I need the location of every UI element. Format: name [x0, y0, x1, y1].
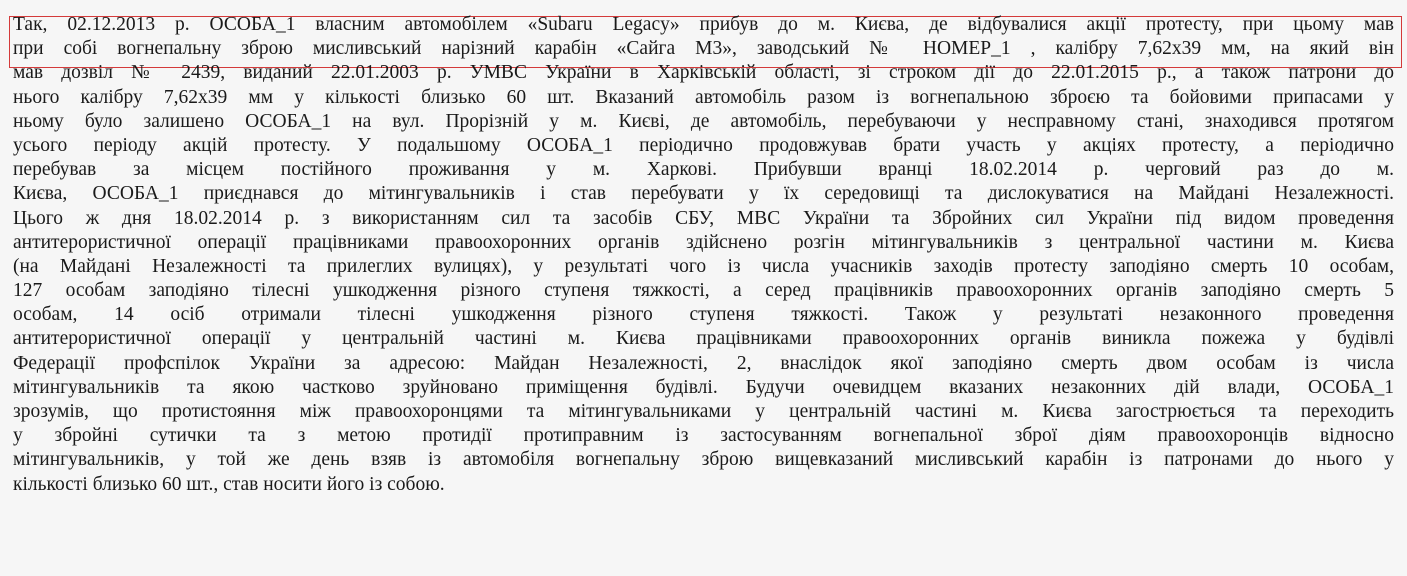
text-line-2: при собі вогнепальну зброю мисливський нарізний карабін «Сайга М3», заводський № НОМЕР_1 , калібру 7,62х39 мм, на який він: [13, 38, 1394, 60]
text-line-13: особам, 14 осіб отримали тілесні ушкодження різного ступеня тяжкості. Також у результаті незаконного проведення: [13, 304, 1394, 326]
text-line-7: перебував за місцем постійного проживання у м. Харкові. Прибувши вранці 18.02.2014 р. черговий раз до м.: [13, 159, 1394, 181]
text-line-19: мітингувальників, у той же день взяв із автомобіля вогнепальну зброю вищевказаний мисливський карабін із патронами до нього у: [13, 449, 1394, 471]
text-line-10: антитерористичної операції працівниками правоохоронних органів здійснено розгін мітингувальників з центральної частини м. Києва: [13, 231, 1394, 253]
text-line-17: зрозумів, що протистояння між правоохоронцями та мітингувальниками у центральній частині м. Києва загострюється та переходить: [13, 401, 1394, 422]
text-line-14: антитерористичної операції у центральній частині м. Києва працівниками правоохоронних органів виникла пожежа у будівлі: [13, 328, 1394, 350]
text-line-11: (на Майдані Незалежності та прилеглих вулицях), у результаті чого із числа учасників заходів протесту заподіяно смерть 10 особам,: [13, 255, 1394, 277]
text-line-18: у збройні сутички та з метою протидії протиправним із застосуванням вогнепальної зброї діям правоохоронців відносно: [13, 425, 1394, 447]
text-line-15: Федерації профспілок України за адресою: Майдан Незалежності, 2, внаслідок якої заподіяно смерть двом особам із числа: [13, 352, 1394, 374]
text-line-20: кількості близько 60 шт., став носити його із собою.: [13, 473, 445, 495]
text-line-4: нього калібру 7,62х39 мм у кількості близько 60 шт. Вказаний автомобіль разом із вогнепальною зброєю та бойовими припасами у: [13, 86, 1394, 108]
text-line-12: 127 особам заподіяно тілесні ушкодження різного ступеня тяжкості, а серед працівників правоохоронних органів заподіяно смерть 5: [13, 280, 1394, 302]
text-line-1: Так, 02.12.2013 р. ОСОБА_1 власним автомобілем «Subaru Legacy» прибув до м. Києва, де відбувалися акції протесту, при цьому мав: [13, 14, 1394, 35]
text-line-3: мав дозвіл № 2439, виданий 22.01.2003 р. УМВС України в Харківській області, зі строком дії до 22.01.2015 р., а також патрони до: [13, 62, 1394, 84]
document-text: [13, 13, 1394, 497]
text-line-6: усього періоду акцій протесту. У подальшому ОСОБА_1 періодично продовжував брати участь у акціях протесту, а періодично: [13, 134, 1394, 156]
text-line-5: ньому було залишено ОСОБА_1 на вул. Прорізній у м. Києві, де автомобіль, перебуваючи у несправному стані, знаходився протягом: [13, 110, 1394, 132]
text-line-9: Цього ж дня 18.02.2014 р. з використанням сил та засобів СБУ, МВС України та Збройних сил України під видом проведення: [13, 207, 1394, 229]
text-line-16: мітингувальників та якою частково зруйновано приміщення будівлі. Будучи очевидцем вказаних незаконних дій влади, ОСОБА_1: [13, 376, 1394, 398]
text-line-8: Києва, ОСОБА_1 приєднався до мітингувальників і став перебувати у їх середовищі та дислокуватися на Майдані Незалежності.: [13, 183, 1394, 205]
